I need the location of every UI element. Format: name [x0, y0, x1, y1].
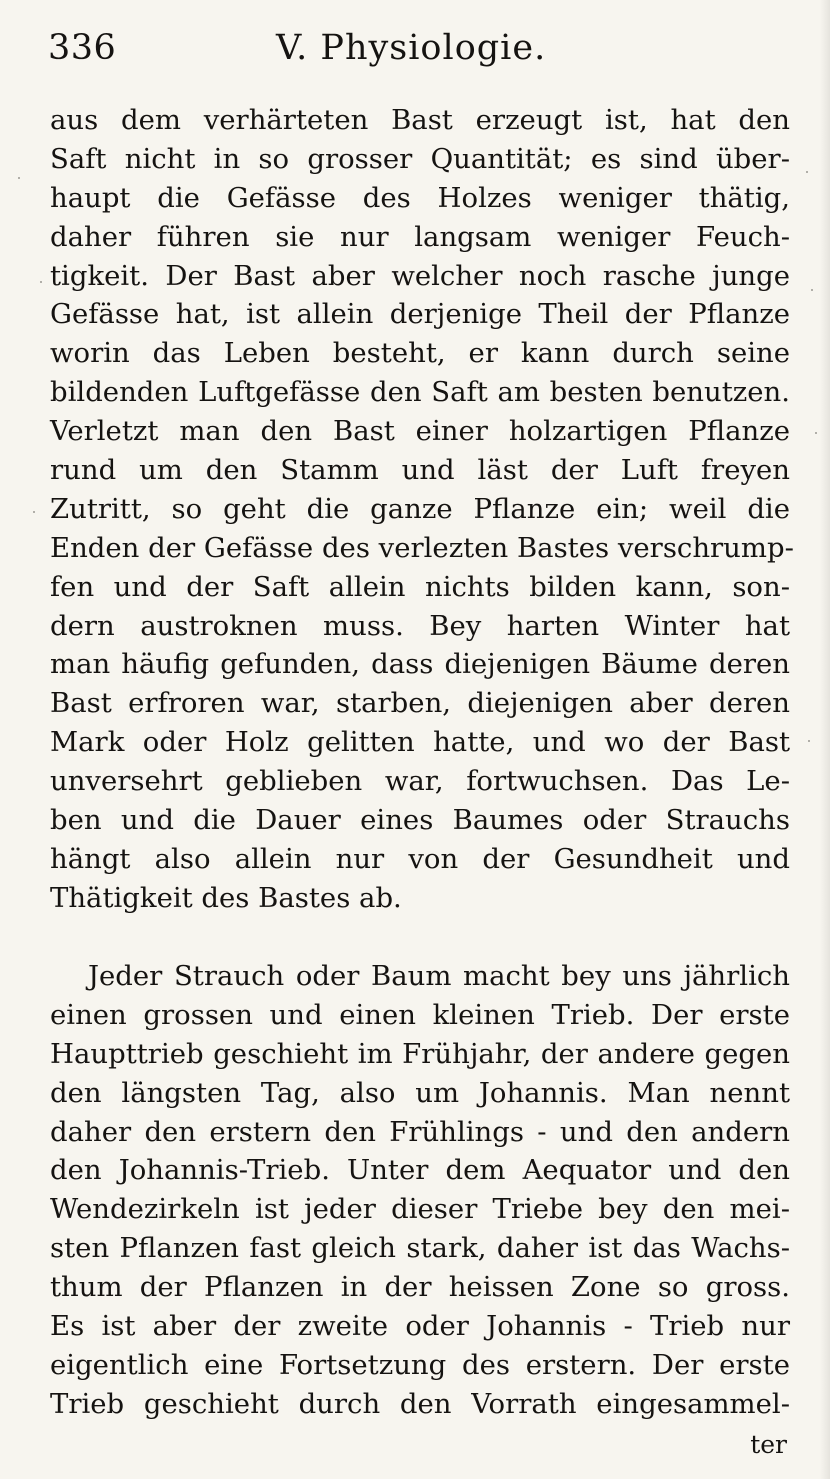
text-line: Es ist aber der zweite oder Johannis - Trieb nur	[50, 1310, 790, 1343]
text-line: Thätigkeit des Bastes ab.	[50, 881, 402, 914]
text-line: Haupttrieb geschieht im Frühjahr, der andere gegen	[50, 1037, 790, 1070]
text-line: Jeder Strauch oder Baum macht bey uns jährlich	[88, 960, 790, 992]
text-line: eigentlich eine Fortsetzung des erstern. Der erste	[50, 1348, 790, 1381]
print-speck	[815, 432, 817, 434]
text-line: Saft nicht in so grosser Quantität; es sind über-	[50, 142, 790, 175]
text-line: Verletzt man den Bast einer holzartigen Pflanze	[50, 415, 790, 448]
print-speck	[18, 177, 20, 179]
page-header	[48, 24, 788, 72]
catchword: ter	[750, 1430, 787, 1459]
text-line: den längsten Tag, also um Johannis. Man nennt	[50, 1076, 790, 1109]
text-line: Bast erfroren war, starben, diejenigen aber deren	[50, 687, 790, 720]
text-line: sten Pflanzen fast gleich stark, daher ist das Wachs-	[50, 1232, 790, 1265]
text-line: man häufig gefunden, dass diejenigen Bäume deren	[50, 648, 790, 681]
text-line: Zutritt, so geht die ganze Pflanze ein; weil die	[50, 492, 790, 525]
text-line: daher führen sie nur langsam weniger Feuch-	[50, 220, 790, 253]
body-paragraph-2	[50, 957, 790, 1424]
text-line: haupt die Gefässe des Holzes weniger thätig,	[50, 181, 790, 214]
body-paragraph-1	[50, 101, 794, 918]
text-line: thum der Pflanzen in der heissen Zone so gross.	[50, 1271, 790, 1304]
text-line: ben und die Dauer eines Baumes oder Strauchs	[50, 804, 790, 837]
text-line: worin das Leben besteht, er kann durch seine	[50, 337, 790, 370]
text-line: Gefässe hat, ist allein derjenige Theil der Pflanze	[50, 298, 790, 331]
print-speck	[811, 289, 813, 291]
text-line: Trieb geschieht durch den Vorrath eingesammel-	[50, 1387, 790, 1420]
print-speck	[808, 740, 810, 742]
text-line: rund um den Stamm und läst der Luft freyen	[50, 454, 790, 487]
text-line: Mark oder Holz gelitten hatte, und wo der Bast	[50, 726, 790, 759]
text-line: den Johannis-Trieb. Unter dem Aequator und den	[50, 1154, 790, 1187]
text-line: aus dem verhärteten Bast erzeugt ist, hat den	[50, 104, 790, 136]
text-line: daher den erstern den Frühlings - und den andern	[50, 1115, 790, 1148]
paper-edge-shadow	[820, 0, 830, 1479]
text-line: Wendezirkeln ist jeder dieser Triebe bey den mei-	[50, 1193, 790, 1226]
text-line: bildenden Luftgefässe den Saft am besten benutzen.	[50, 376, 790, 409]
text-line: fen und der Saft allein nichts bilden kann, son-	[50, 570, 790, 603]
print-speck	[40, 281, 42, 283]
text-line: einen grossen und einen kleinen Trieb. Der erste	[50, 998, 790, 1031]
page-number: 336	[48, 28, 117, 68]
text-line: tigkeit. Der Bast aber welcher noch rasche junge	[50, 259, 790, 292]
running-head-title: V. Physiologie.	[276, 28, 547, 68]
text-line: unversehrt geblieben war, fortwuchsen. Das Le-	[50, 765, 790, 798]
print-speck	[33, 511, 35, 513]
text-line: dern austroknen muss. Bey harten Winter hat	[50, 609, 790, 642]
print-speck	[806, 171, 808, 173]
text-line: Enden der Gefässe des verlezten Bastes verschrump-	[50, 531, 794, 564]
text-line: hängt also allein nur von der Gesundheit und	[50, 842, 790, 875]
